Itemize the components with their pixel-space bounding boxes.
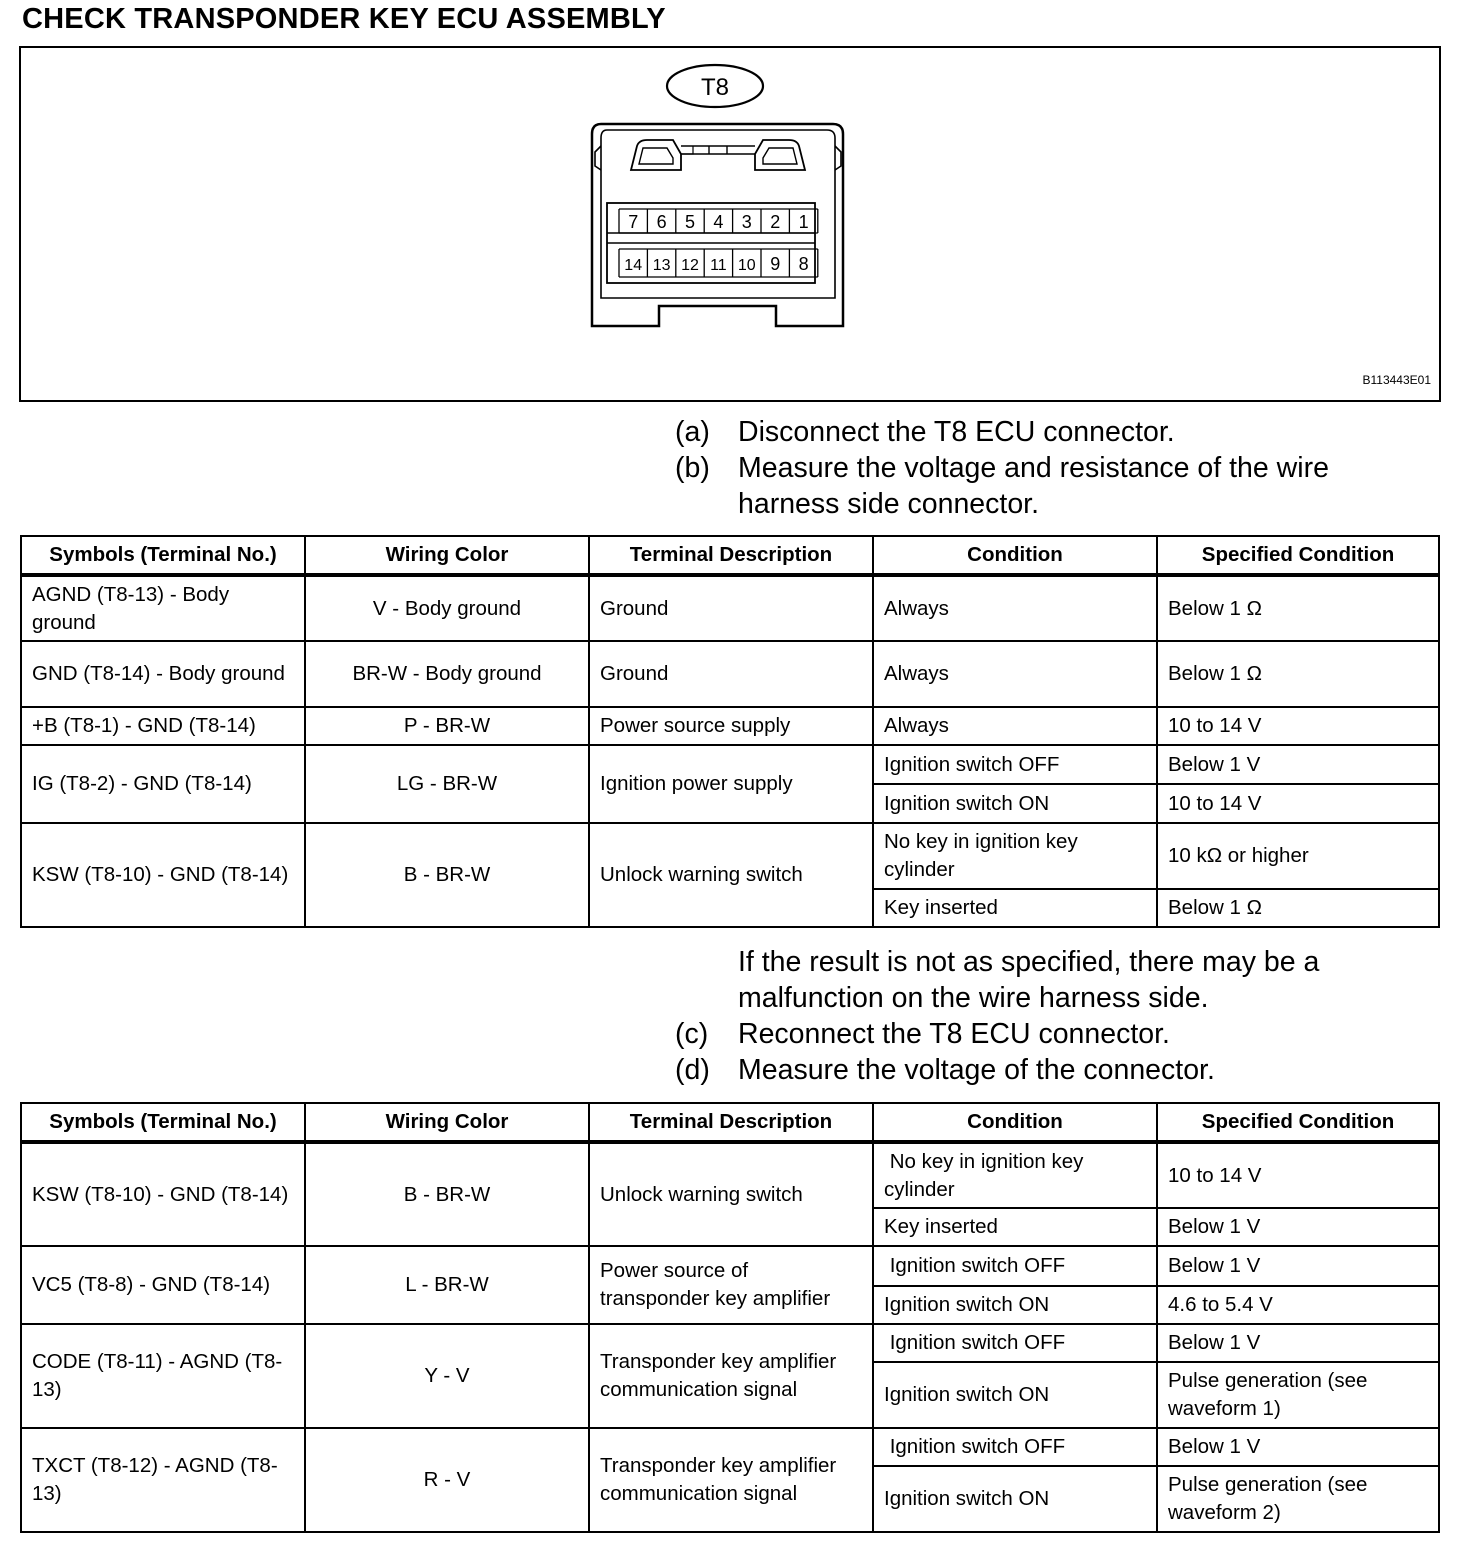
cell-symbol: CODE (T8-11) - AGND (T8-13) <box>21 1324 305 1428</box>
cell-specified: Below 1 V <box>1157 1208 1439 1246</box>
cell-specified: Pulse generation (see waveform 1) <box>1157 1362 1439 1428</box>
cell-wiring: B - BR-W <box>305 1142 589 1246</box>
table-row <box>21 575 1439 641</box>
pin-5: 5 <box>684 212 696 232</box>
header-symbols: Symbols (Terminal No.) <box>21 536 305 575</box>
pin-2: 2 <box>770 212 781 232</box>
cell-condition: Always <box>873 707 1157 745</box>
cell-condition: Ignition switch ON <box>873 1286 1157 1324</box>
cell-symbol: AGND (T8-13) - Body ground <box>21 575 305 641</box>
cell-wiring: V - Body ground <box>305 575 589 641</box>
header-condition: Condition <box>873 1103 1157 1142</box>
pin-13: 13 <box>652 257 671 274</box>
cell-specified: 4.6 to 5.4 V <box>1157 1286 1439 1324</box>
header-wiring: Wiring Color <box>305 1103 589 1142</box>
cell-description: Unlock warning switch <box>589 1142 873 1246</box>
table-row <box>21 1324 1439 1362</box>
header-description: Terminal Description <box>589 1103 873 1142</box>
table-row <box>21 707 1439 745</box>
table-header-row <box>21 1103 1439 1142</box>
step-text: Measure the voltage and resistance of the wire harness side connector. <box>738 452 1329 520</box>
header-symbols: Symbols (Terminal No.) <box>21 1103 305 1142</box>
pin-11: 11 <box>710 257 727 274</box>
pin-3: 3 <box>741 212 752 232</box>
cell-condition: Always <box>873 641 1157 707</box>
header-specified: Specified Condition <box>1157 536 1439 575</box>
pin-4: 4 <box>713 212 724 232</box>
cell-description: Unlock warning switch <box>589 823 873 927</box>
cell-description: Power source of transponder key amplifier <box>589 1246 873 1324</box>
cell-condition: Ignition switch ON <box>873 1362 1157 1428</box>
table-row <box>21 1142 1439 1208</box>
header-wiring: Wiring Color <box>305 536 589 575</box>
page-heading: CHECK TRANSPONDER KEY ECU ASSEMBLY <box>22 3 666 35</box>
cell-condition: Ignition switch ON <box>873 1466 1157 1532</box>
cell-condition: Ignition switch OFF <box>873 1246 1157 1286</box>
cell-description: Ground <box>589 575 873 641</box>
figure-code: B113443E01 <box>1362 373 1431 387</box>
pin-10: 10 <box>737 257 756 274</box>
table-row <box>21 1428 1439 1466</box>
connector-figure <box>19 46 1441 402</box>
cell-specified: Pulse generation (see waveform 2) <box>1157 1466 1439 1532</box>
table-row <box>21 823 1439 889</box>
pin-12: 12 <box>681 257 699 274</box>
cell-condition: Ignition switch OFF <box>873 745 1157 784</box>
cell-wiring: B - BR-W <box>305 823 589 927</box>
cell-specified: Below 1 Ω <box>1157 641 1439 707</box>
steps-group-2 <box>675 944 1415 1088</box>
step-text: Measure the voltage of the connector. <box>738 1054 1215 1086</box>
step-label: (c) <box>675 1018 709 1050</box>
pin-14: 14 <box>624 257 643 274</box>
cell-specified: 10 to 14 V <box>1157 784 1439 823</box>
cell-description: Transponder key amplifier communication signal <box>589 1324 873 1428</box>
step-d <box>675 1052 1415 1088</box>
step-label: (d) <box>675 1054 710 1086</box>
cell-symbol: KSW (T8-10) - GND (T8-14) <box>21 823 305 927</box>
cell-specified: Below 1 V <box>1157 745 1439 784</box>
cell-wiring: P - BR-W <box>305 707 589 745</box>
cell-wiring: BR-W - Body ground <box>305 641 589 707</box>
cell-description: Transponder key amplifier communication signal <box>589 1428 873 1532</box>
cell-specified: 10 kΩ or higher <box>1157 823 1439 889</box>
step-label: (b) <box>675 452 710 484</box>
pin-8: 8 <box>798 254 809 274</box>
header-specified: Specified Condition <box>1157 1103 1439 1142</box>
step-b <box>675 450 1415 522</box>
pin-9: 9 <box>770 254 781 274</box>
pin-7: 7 <box>628 212 639 232</box>
cell-symbol: VC5 (T8-8) - GND (T8-14) <box>21 1246 305 1324</box>
cell-condition: Key inserted <box>873 889 1157 927</box>
cell-wiring: L - BR-W <box>305 1246 589 1324</box>
table-header-row <box>21 536 1439 575</box>
cell-wiring: LG - BR-W <box>305 745 589 823</box>
cell-wiring: Y - V <box>305 1324 589 1428</box>
pin-1: 1 <box>798 212 809 232</box>
cell-specified: Below 1 Ω <box>1157 575 1439 641</box>
cell-description: Power source supply <box>589 707 873 745</box>
cell-condition: No key in ignition key cylinder <box>873 1142 1157 1208</box>
table-row <box>21 1246 1439 1286</box>
cell-description: Ignition power supply <box>589 745 873 823</box>
table-row <box>21 641 1439 707</box>
cell-specified: Below 1 Ω <box>1157 889 1439 927</box>
cell-specified: Below 1 V <box>1157 1246 1439 1286</box>
step-label: (a) <box>675 416 710 448</box>
step-text: Disconnect the T8 ECU connector. <box>738 416 1175 448</box>
cell-condition: Ignition switch ON <box>873 784 1157 823</box>
resistance-table <box>20 535 1440 928</box>
step-c <box>675 1016 1415 1052</box>
voltage-table <box>20 1102 1440 1533</box>
cell-condition: Always <box>873 575 1157 641</box>
cell-specified: 10 to 14 V <box>1157 1142 1439 1208</box>
result-note <box>675 944 1415 1016</box>
header-condition: Condition <box>873 536 1157 575</box>
table-row <box>21 745 1439 784</box>
cell-symbol: +B (T8-1) - GND (T8-14) <box>21 707 305 745</box>
cell-condition: Key inserted <box>873 1208 1157 1246</box>
cell-wiring: R - V <box>305 1428 589 1532</box>
cell-symbol: IG (T8-2) - GND (T8-14) <box>21 745 305 823</box>
result-note-text: If the result is not as specified, there may be a malfunction on the wire harness side. <box>738 946 1320 1014</box>
cell-description: Ground <box>589 641 873 707</box>
header-description: Terminal Description <box>589 536 873 575</box>
cell-condition: Ignition switch OFF <box>873 1324 1157 1362</box>
cell-specified: Below 1 V <box>1157 1324 1439 1362</box>
cell-symbol: KSW (T8-10) - GND (T8-14) <box>21 1142 305 1246</box>
steps-group-1 <box>675 414 1415 522</box>
step-text: Reconnect the T8 ECU connector. <box>738 1018 1170 1050</box>
step-a <box>675 414 1415 450</box>
cell-condition: No key in ignition key cylinder <box>873 823 1157 889</box>
connector-diagram <box>21 48 1439 400</box>
cell-symbol: GND (T8-14) - Body ground <box>21 641 305 707</box>
pin-6: 6 <box>656 212 667 232</box>
cell-specified: Below 1 V <box>1157 1428 1439 1466</box>
cell-condition: Ignition switch OFF <box>873 1428 1157 1466</box>
cell-symbol: TXCT (T8-12) - AGND (T8-13) <box>21 1428 305 1532</box>
connector-label: T8 <box>700 74 730 101</box>
cell-specified: 10 to 14 V <box>1157 707 1439 745</box>
